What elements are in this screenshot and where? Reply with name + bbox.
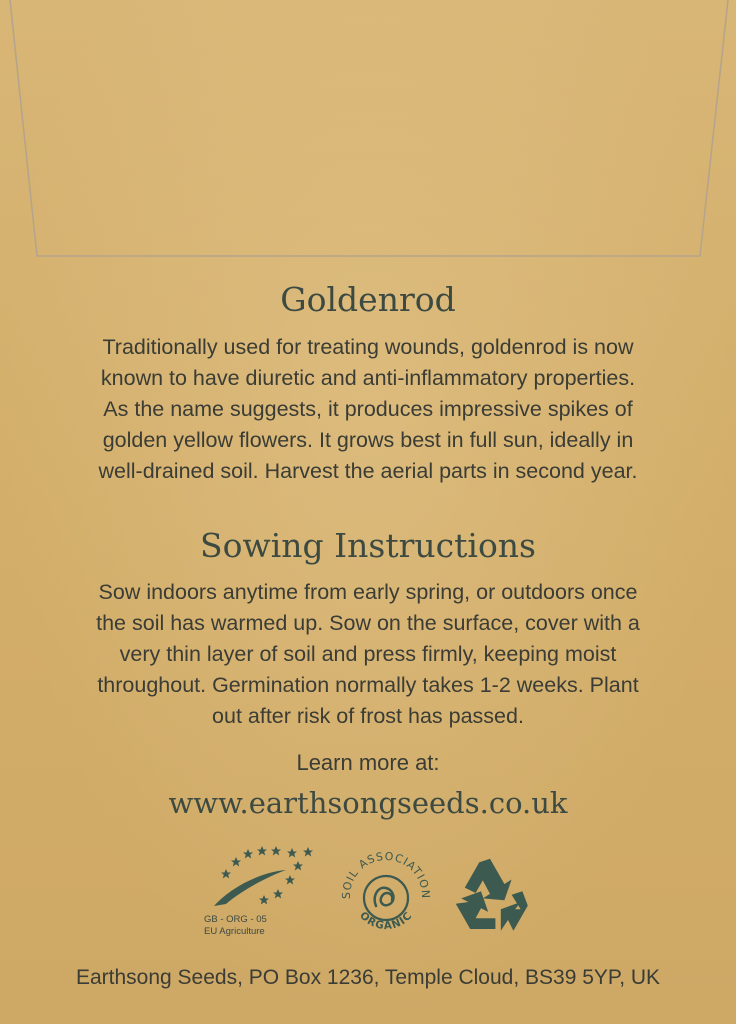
eu-code: GB - ORG - 05 (204, 914, 267, 925)
sowing-title: Sowing Instructions (199, 526, 536, 565)
soil-top-text: SOIL ASSOCIATION (339, 849, 433, 900)
packet-flap (0, 0, 736, 260)
sowing-description (40, 577, 696, 732)
sowing-line: throughout. Germination normally takes 1-2 weeks. Plant (97, 673, 639, 697)
goldenrod-line: Traditionally used for treating wounds, goldenrod is now (102, 335, 634, 359)
sowing-line: Sow indoors anytime from early spring, or outdoors once (98, 580, 638, 604)
eu-organic-text (204, 914, 267, 938)
goldenrod-description (40, 332, 696, 487)
eu-label: EU Agriculture (204, 926, 265, 937)
recycle-icon (445, 848, 535, 938)
website-link[interactable]: www.earthsongseeds.co.uk (168, 786, 568, 820)
sowing-line: very thin layer of soil and press firmly, keeping moist (119, 642, 617, 666)
sowing-line: out after risk of frost has passed. (212, 704, 524, 728)
soil-bottom-text: ORGANIC (357, 909, 415, 933)
goldenrod-line: golden yellow flowers. It grows best in full sun, ideally in (102, 428, 634, 452)
soil-association-organic-icon (336, 846, 436, 946)
goldenrod-title: Goldenrod (280, 280, 456, 319)
eu-organic-leaf-icon (200, 840, 330, 950)
goldenrod-line: known to have diuretic and anti-inflammatory properties. (100, 366, 636, 390)
learn-more-label: Learn more at: (296, 750, 440, 775)
sowing-line: the soil has warmed up. Sow on the surface, cover with a (96, 611, 640, 635)
company-address: Earthsong Seeds, PO Box 1236, Temple Cloud, BS39 5YP, UK (75, 966, 661, 989)
goldenrod-line: As the name suggests, it produces impressive spikes of (103, 397, 633, 421)
goldenrod-line: well-drained soil. Harvest the aerial parts in second year. (98, 459, 638, 483)
certification-logos (0, 840, 736, 950)
